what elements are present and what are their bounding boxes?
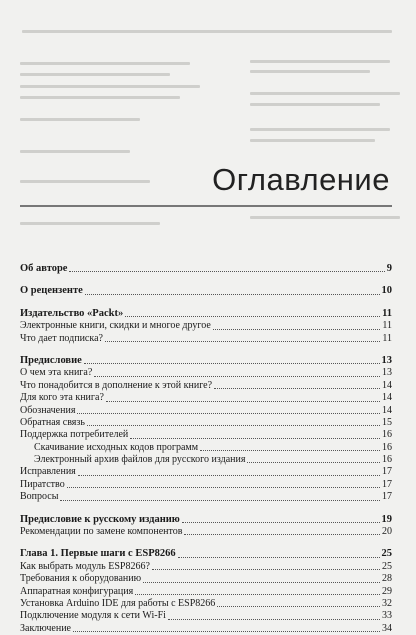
toc-entry-title: Электронный архив файлов для русского издания (34, 454, 246, 466)
toc-page-number: 14 (382, 404, 392, 416)
toc-page-number: 17 (382, 466, 392, 478)
toc-chapter[interactable] (20, 355, 392, 367)
toc-entry[interactable] (20, 479, 392, 491)
toc-leader-dots (87, 425, 380, 426)
toc-entry-title: Рекомендации по замене компонентов (20, 526, 183, 538)
toc-entry[interactable] (20, 367, 392, 379)
chapter-gap (20, 538, 392, 548)
toc-page-number: 34 (382, 622, 392, 634)
toc-entry[interactable] (20, 610, 392, 622)
toc-entry-title: Как выбрать модуль ESP8266? (20, 560, 150, 572)
toc-chapter[interactable] (20, 285, 392, 297)
toc-subentry[interactable] (20, 454, 392, 466)
toc-entry[interactable] (20, 380, 392, 392)
toc-entry-title: Скачивание исходных кодов программ (34, 441, 199, 453)
toc-page-number: 17 (382, 491, 392, 503)
toc-entry-title: Обозначения (20, 404, 76, 416)
title-divider (20, 205, 392, 207)
toc-entry[interactable] (20, 417, 392, 429)
toc-leader-dots (143, 582, 380, 583)
toc-entry[interactable] (20, 586, 392, 598)
toc-page-number: 16 (382, 454, 392, 466)
toc-page-number: 25 (382, 560, 392, 572)
toc-page-number: 14 (382, 379, 392, 391)
toc-entry-title: Что понадобится в дополнение к этой книге? (20, 379, 213, 391)
toc-leader-dots (125, 316, 380, 317)
toc-leader-dots (200, 450, 380, 451)
toc-entry-title: О рецензенте (20, 285, 83, 297)
chapter-gap (20, 298, 392, 308)
toc-entry-title: Заключение (20, 622, 71, 634)
toc-page-number: 9 (386, 262, 392, 274)
toc-entry-title: Издательство «Packt» (20, 307, 124, 319)
toc-entry-title: Поддержка потребителей (20, 429, 129, 441)
chapter-gap (20, 345, 392, 355)
toc-leader-dots (217, 606, 380, 607)
toc-page-number: 13 (381, 354, 392, 366)
toc-leader-dots (73, 631, 380, 632)
toc-leader-dots (184, 534, 380, 535)
toc-leader-dots (182, 522, 380, 523)
toc-page-number: 25 (381, 548, 392, 560)
toc-leader-dots (60, 500, 380, 501)
toc-chapter[interactable] (20, 308, 392, 320)
toc-entry-title: Подключение модуля к сети Wi-Fi (20, 610, 166, 622)
toc-entry-title: Предисловие (20, 354, 82, 366)
toc-leader-dots (213, 329, 381, 330)
toc-chapter[interactable] (20, 263, 392, 275)
toc-leader-dots (247, 462, 380, 463)
toc-page-number: 15 (382, 416, 392, 428)
toc-entry-title: Пиратство (20, 478, 65, 490)
toc-leader-dots (84, 363, 380, 364)
toc-chapter[interactable] (20, 514, 392, 526)
toc-entry[interactable] (20, 392, 392, 404)
toc-page-number: 17 (382, 478, 392, 490)
toc-entry-title: Об авторе (20, 262, 68, 274)
toc-entry-title: Предисловие к русскому изданию (20, 513, 180, 525)
toc-page-number: 11 (382, 320, 392, 332)
toc-entry[interactable] (20, 405, 392, 417)
toc-leader-dots (135, 594, 380, 595)
page-title: Оглавление (212, 162, 390, 197)
toc-entry[interactable] (20, 623, 392, 635)
toc-leader-dots (67, 487, 380, 488)
toc-page-number: 13 (382, 367, 392, 379)
toc-entry-title: Электронные книги, скидки и многое другое (20, 320, 211, 332)
toc-entry[interactable] (20, 491, 392, 503)
toc-leader-dots (178, 557, 380, 558)
toc-entry[interactable] (20, 526, 392, 538)
toc-page-number: 20 (382, 526, 392, 538)
chapter-gap (20, 275, 392, 285)
toc-entry-title: Требования к оборудованию (20, 573, 142, 585)
toc-leader-dots (168, 619, 380, 620)
toc-entry-title: Глава 1. Первые шаги с ESP8266 (20, 548, 176, 560)
toc-leader-dots (94, 376, 380, 377)
toc-page-number: 16 (382, 441, 392, 453)
toc-chapter[interactable] (20, 548, 392, 560)
toc-entry[interactable] (20, 573, 392, 585)
toc-entry-title: Для кого эта книга? (20, 392, 104, 404)
toc-entry-title: О чем эта книга? (20, 367, 93, 379)
toc-page-number: 11 (382, 332, 392, 344)
toc-entry-title: Аппаратная конфигурация (20, 585, 134, 597)
toc-page-number: 11 (382, 307, 392, 319)
toc-page-number: 29 (382, 585, 392, 597)
toc-page-number: 10 (381, 285, 392, 297)
chapter-gap (20, 504, 392, 514)
toc-leader-dots (77, 413, 380, 414)
toc-entry[interactable] (20, 320, 392, 332)
toc-page-number: 16 (382, 429, 392, 441)
toc-subentry[interactable] (20, 442, 392, 454)
toc-page-number: 32 (382, 597, 392, 609)
toc-leader-dots (85, 294, 380, 295)
table-of-contents (20, 263, 392, 635)
toc-entry[interactable] (20, 598, 392, 610)
toc-leader-dots (69, 271, 384, 272)
toc-leader-dots (78, 475, 380, 476)
toc-entry-title: Что дает подписка? (20, 332, 103, 344)
toc-entry-title: Вопросы (20, 491, 59, 503)
toc-entry[interactable] (20, 466, 392, 478)
toc-page-number: 33 (382, 610, 392, 622)
toc-leader-dots (214, 388, 380, 389)
toc-leader-dots (106, 401, 380, 402)
toc-leader-dots (130, 438, 380, 439)
toc-leader-dots (152, 569, 380, 570)
toc-entry[interactable] (20, 429, 392, 441)
toc-leader-dots (105, 341, 380, 342)
toc-page-number: 14 (382, 392, 392, 404)
toc-entry-title: Установка Arduino IDE для работы с ESP8266 (20, 597, 216, 609)
toc-entry-title: Обратная связь (20, 416, 85, 428)
toc-entry[interactable] (20, 333, 392, 345)
toc-page-number: 28 (382, 573, 392, 585)
toc-entry[interactable] (20, 561, 392, 573)
toc-page-number: 19 (381, 513, 392, 525)
toc-entry-title: Исправления (20, 466, 76, 478)
